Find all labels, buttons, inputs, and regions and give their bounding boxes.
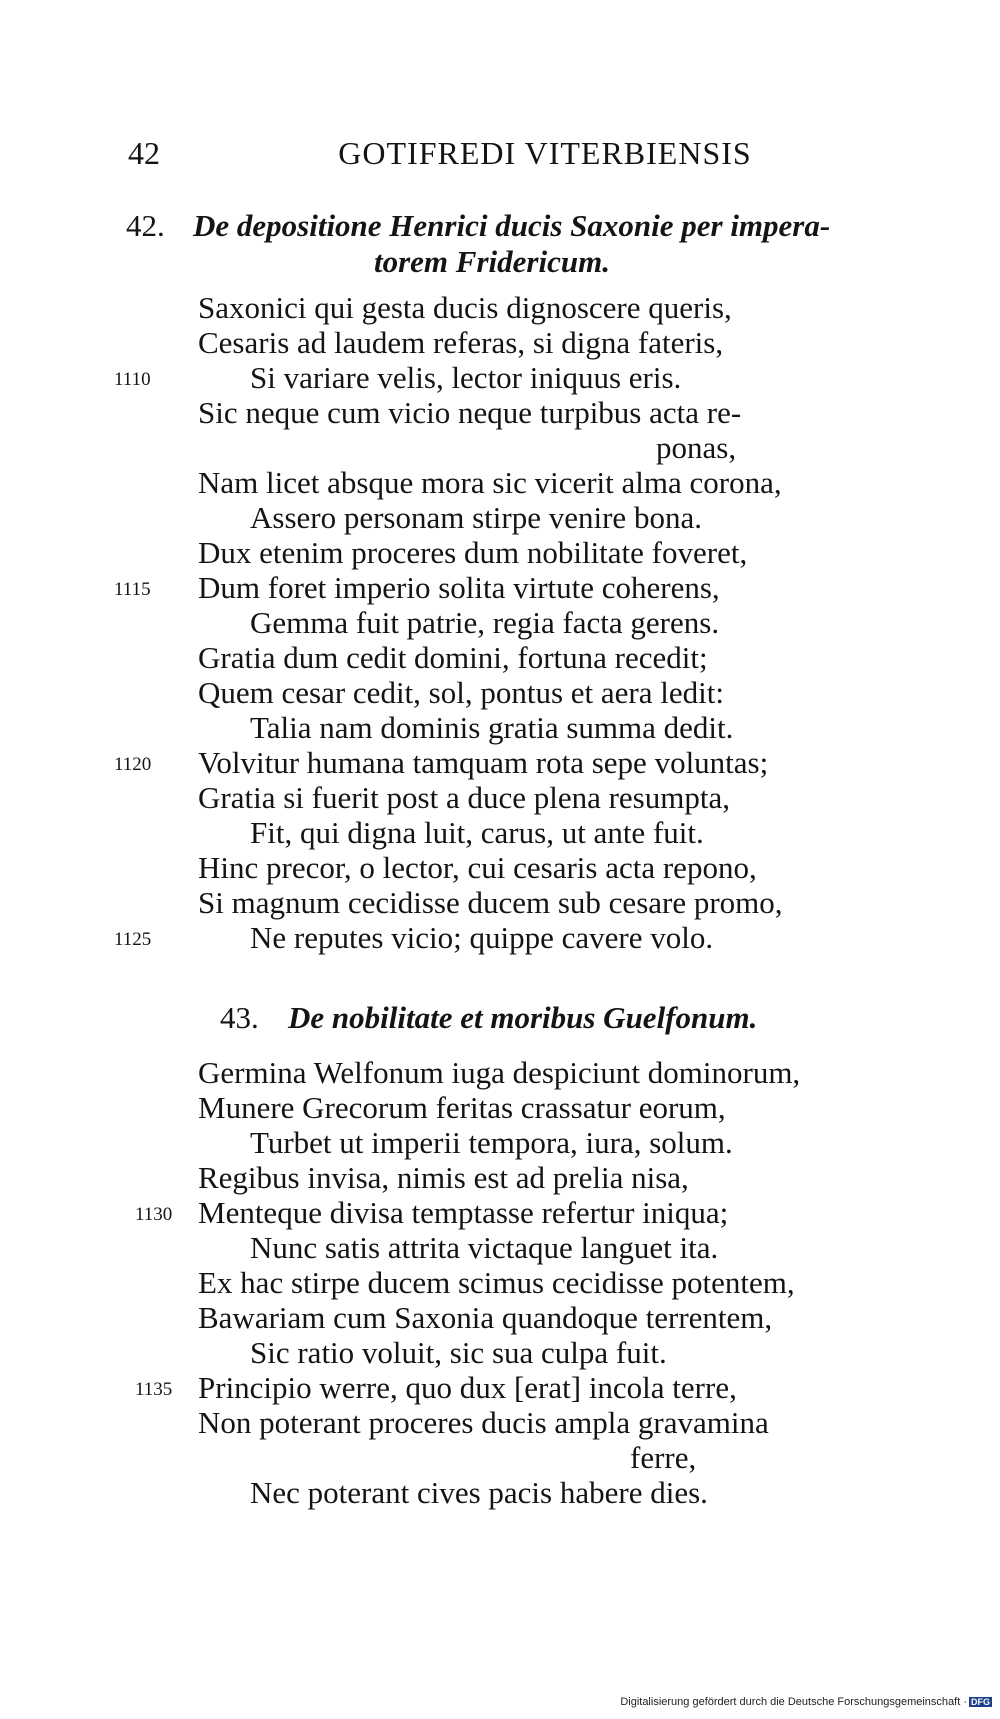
verse-line bbox=[0, 1230, 1000, 1266]
verse-line bbox=[0, 1300, 1000, 1336]
verse-text: Dum foret imperio solita virtute coherens, bbox=[198, 570, 720, 605]
verse-line bbox=[0, 570, 1000, 606]
verse-text: Munere Grecorum feritas crassatur eorum, bbox=[198, 1090, 726, 1125]
verse-line bbox=[0, 605, 1000, 641]
verse-text: Quem cesar cedit, sol, pontus et aera ledit: bbox=[198, 675, 724, 710]
verse-text: Nam licet absque mora sic vicerit alma corona, bbox=[198, 465, 782, 500]
verse-line bbox=[0, 780, 1000, 816]
verse-text: Sic ratio voluit, sic sua culpa fuit. bbox=[250, 1335, 667, 1370]
verse-text: Menteque divisa temptasse refertur iniqua; bbox=[198, 1195, 729, 1230]
verse-text: Volvitur humana tamquam rota sepe voluntas; bbox=[198, 745, 769, 780]
verse-line bbox=[0, 360, 1000, 396]
verse-line bbox=[0, 290, 1000, 326]
verse-number: 1135 bbox=[135, 1379, 173, 1400]
verse-line bbox=[0, 1055, 1000, 1091]
section-title-line: De depositione Henrici ducis Saxonie per impera- bbox=[193, 208, 831, 243]
verse-text: Si magnum cecidisse ducem sub cesare promo, bbox=[198, 885, 783, 920]
verse-line bbox=[0, 1335, 1000, 1371]
verse-line bbox=[0, 430, 1000, 466]
credit-text: Digitalisierung gefördert durch die Deutsche Forschungsgemeinschaft · bbox=[620, 1696, 967, 1708]
page-number: 42 bbox=[128, 135, 160, 171]
verse-text: Sic neque cum vicio neque turpibus acta re- bbox=[198, 395, 742, 430]
verse-line bbox=[0, 1265, 1000, 1301]
verse-text: Saxonici qui gesta ducis dignoscere queris, bbox=[198, 290, 732, 325]
verse-text: Gemma fuit patrie, regia facta gerens. bbox=[250, 605, 720, 640]
verse-line bbox=[0, 1125, 1000, 1161]
verse-text: Principio werre, quo dux [erat] incola terre, bbox=[198, 1370, 737, 1405]
verse-line bbox=[0, 1195, 1000, 1231]
verse-line bbox=[0, 325, 1000, 361]
verse-text: Assero personam stirpe venire bona. bbox=[250, 500, 702, 535]
dfg-logo: DFG bbox=[971, 1697, 990, 1708]
verse-line bbox=[0, 1090, 1000, 1126]
verse-text: Gratia dum cedit domini, fortuna recedit; bbox=[198, 640, 708, 675]
verse-number: 1110 bbox=[114, 369, 151, 390]
verse-text: Talia nam dominis gratia summa dedit. bbox=[250, 710, 734, 745]
verse-line bbox=[0, 710, 1000, 746]
verse-line bbox=[0, 1370, 1000, 1406]
verse-number: 1125 bbox=[114, 929, 152, 950]
verse-line bbox=[0, 500, 1000, 536]
verse-text: Turbet ut imperii tempora, iura, solum. bbox=[250, 1125, 733, 1160]
section-title-line: De nobilitate et moribus Guelfonum. bbox=[288, 1000, 758, 1035]
verse-line bbox=[0, 850, 1000, 886]
verse-text: Bawariam cum Saxonia quandoque terrentem, bbox=[198, 1300, 773, 1335]
verse-number: 1130 bbox=[135, 1204, 173, 1225]
verse-text: ferre, bbox=[630, 1440, 697, 1475]
verse-line bbox=[0, 885, 1000, 921]
verse-line bbox=[0, 465, 1000, 501]
page-header bbox=[0, 128, 1000, 178]
verse-text: Dux etenim proceres dum nobilitate foveret, bbox=[198, 535, 748, 570]
verse-text: Ex hac stirpe ducem scimus cecidisse potentem, bbox=[198, 1265, 795, 1300]
verse-line bbox=[0, 395, 1000, 431]
verse-text: Hinc precor, o lector, cui cesaris acta repono, bbox=[198, 850, 757, 885]
verse-line bbox=[0, 535, 1000, 571]
digitization-credit bbox=[620, 1696, 992, 1708]
verse-text: Germina Welfonum iuga despiciunt dominorum, bbox=[198, 1055, 801, 1090]
verse-text: Non poterant proceres ducis ampla gravamina bbox=[198, 1405, 769, 1440]
running-title: GOTIFREDI VITERBIENSIS bbox=[338, 135, 752, 171]
verse-text: Ne reputes vicio; quippe cavere volo. bbox=[250, 920, 714, 955]
verse-line bbox=[0, 745, 1000, 781]
verse-text: Cesaris ad laudem referas, si digna fateris, bbox=[198, 325, 724, 360]
verse-text: Si variare velis, lector iniquus eris. bbox=[250, 360, 682, 395]
verse-text: Regibus invisa, nimis est ad prelia nisa, bbox=[198, 1160, 689, 1195]
verse-line bbox=[0, 815, 1000, 851]
verse-line bbox=[0, 640, 1000, 676]
section-title-line: torem Fridericum. bbox=[374, 244, 610, 279]
verse-line bbox=[0, 1440, 1000, 1476]
verse-text: Nec poterant cives pacis habere dies. bbox=[250, 1475, 708, 1510]
verse-line bbox=[0, 1160, 1000, 1196]
verse-text: Gratia si fuerit post a duce plena resumpta, bbox=[198, 780, 730, 815]
verse-line bbox=[0, 675, 1000, 711]
verse-line bbox=[0, 920, 1000, 956]
verse-line bbox=[0, 1475, 1000, 1511]
verse-text: ponas, bbox=[656, 430, 737, 465]
section-number: 43. bbox=[220, 1000, 259, 1035]
verse-number: 1120 bbox=[114, 754, 152, 775]
section-number: 42. bbox=[126, 208, 165, 243]
verse-text: Fit, qui digna luit, carus, ut ante fuit. bbox=[250, 815, 704, 850]
verse-line bbox=[0, 1405, 1000, 1441]
verse-text: Nunc satis attrita victaque languet ita. bbox=[250, 1230, 719, 1265]
verse-number: 1115 bbox=[114, 579, 151, 600]
